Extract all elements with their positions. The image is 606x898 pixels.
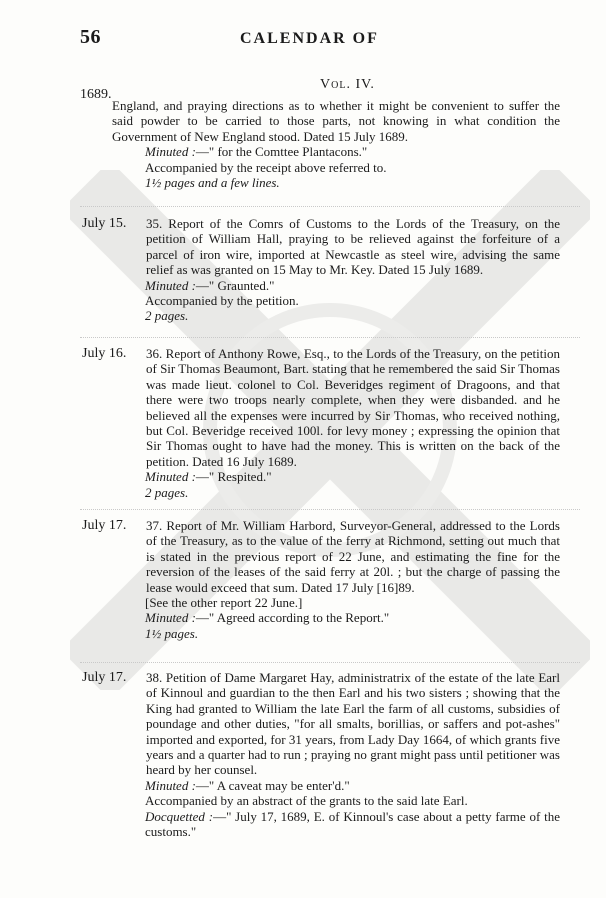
accompanied-note: Accompanied by the petition. <box>145 293 299 309</box>
minuted-line <box>145 144 560 159</box>
minuted-label: Minuted : <box>145 469 196 485</box>
entry-text: England, and praying directions as to whether it might be convenient to suffer the said powder to be carried to those parts, not knowing in what condition the Government of New England stood. Dated 15 July 1689. <box>112 98 560 144</box>
accompanied-note: Accompanied by the receipt above referred to. <box>145 159 387 175</box>
minuted-text: —" for the Comttee Plantacons." <box>195 144 368 160</box>
minuted-line <box>145 469 560 484</box>
extent-note: 1½ pages and a few lines. <box>145 175 280 191</box>
entry-text: 36. Report of Anthony Rowe, Esq., to the Lords of the Treasury, on the petition of Sir Thomas Beaumont, Bart. stating that he remembered the said Sir Thomas was made lieut. colonel to Col. Beveridges regiment of Dragoons, and that there were two troops nearly complete, when they were disbanded. and he believed all the expenses were incurred by Sir Thomas, who received nothing, but Col. Beveridge received 100l. for levy money ; expressing the opinion that Sir Thomas ought to have had the money. This is written on the back of the petition. Dated 16 July 1689. <box>146 346 560 469</box>
year-margin: 1689. <box>80 87 112 102</box>
see-also-note: [See the other report 22 June.] <box>145 595 303 611</box>
entry-date: July 17. <box>82 670 127 685</box>
extent-note: 2 pages. <box>145 308 189 324</box>
entry-date: July 15. <box>82 216 127 231</box>
entry-continuation <box>112 98 560 190</box>
docquetted-label: Docquetted : <box>145 808 214 824</box>
minuted-label: Minuted : <box>145 610 196 626</box>
minuted-label: Minuted : <box>145 277 196 293</box>
entry-separator <box>80 509 580 511</box>
page-number: 56 <box>80 26 101 48</box>
minuted-label: Minuted : <box>145 144 196 160</box>
entry-37 <box>112 518 560 641</box>
extent-note: 2 pages. <box>145 484 189 500</box>
entry-text: 35. Report of the Comrs of Customs to the Lords of the Treasury, on the petition of William Hall, praying to be relieved against the forfeiture of a parcel of iron wire, imported at Newcastle as steel wire, advising the same relief as was granted on 15 May to Mr. Key. Dated 15 July 1689. <box>146 216 560 278</box>
entry-35 <box>112 216 560 324</box>
minuted-line <box>145 278 560 293</box>
entry-text: 38. Petition of Dame Margaret Hay, administratrix of the estate of the late Earl of Kinnoul and guardian to the then Earl and his two sisters ; showing that the King had granted to William the late Earl the farm of all customs, subsidies of poundage and other duties, "for all smalts, borillias, or saffers and pot-ashes" imported and exported, for 31 years, from Lady Day 1664, of which grants five years and a quarter had to run ; praying no grant might pass until petitioner was heard by her counsel. <box>146 670 560 778</box>
extent-note: 1½ pages. <box>145 625 199 641</box>
minuted-line <box>145 610 560 625</box>
entry-date: July 16. <box>82 346 127 361</box>
entry-separator <box>80 662 580 664</box>
volume-label: Vol. IV. <box>320 77 375 92</box>
entry-36 <box>112 346 560 500</box>
entry-separator <box>80 206 580 208</box>
entry-38 <box>112 670 560 839</box>
docquetted-text: —" July 17, 1689, E. of Kinnoul's case about a petty farme of the customs." <box>145 808 560 840</box>
minuted-text: —" Respited." <box>195 469 272 485</box>
entry-separator <box>80 337 580 339</box>
minuted-text: —" Graunted." <box>195 277 275 293</box>
entry-date: July 17. <box>82 518 127 533</box>
running-title: CALENDAR OF <box>240 30 379 47</box>
docquetted-line <box>145 809 560 840</box>
entry-text: 37. Report of Mr. William Harbord, Surveyor-General, addressed to the Lords of the Treasury, as to the value of the ferry at Richmond, setting out much that is stated in the previous report of 22 June, and estimating the fine for the reversion of the leases of the said ferry at 20l. ; but the charge of passing the lease would exceed that sum. Dated 17 July [16]89. <box>146 518 560 595</box>
minuted-text: —" Agreed according to the Report." <box>195 610 390 626</box>
minuted-line <box>145 778 560 793</box>
accompanied-note: Accompanied by an abstract of the grants to the said late Earl. <box>145 793 468 809</box>
minuted-text: —" A caveat may be enter'd." <box>195 777 350 793</box>
minuted-label: Minuted : <box>145 777 196 793</box>
